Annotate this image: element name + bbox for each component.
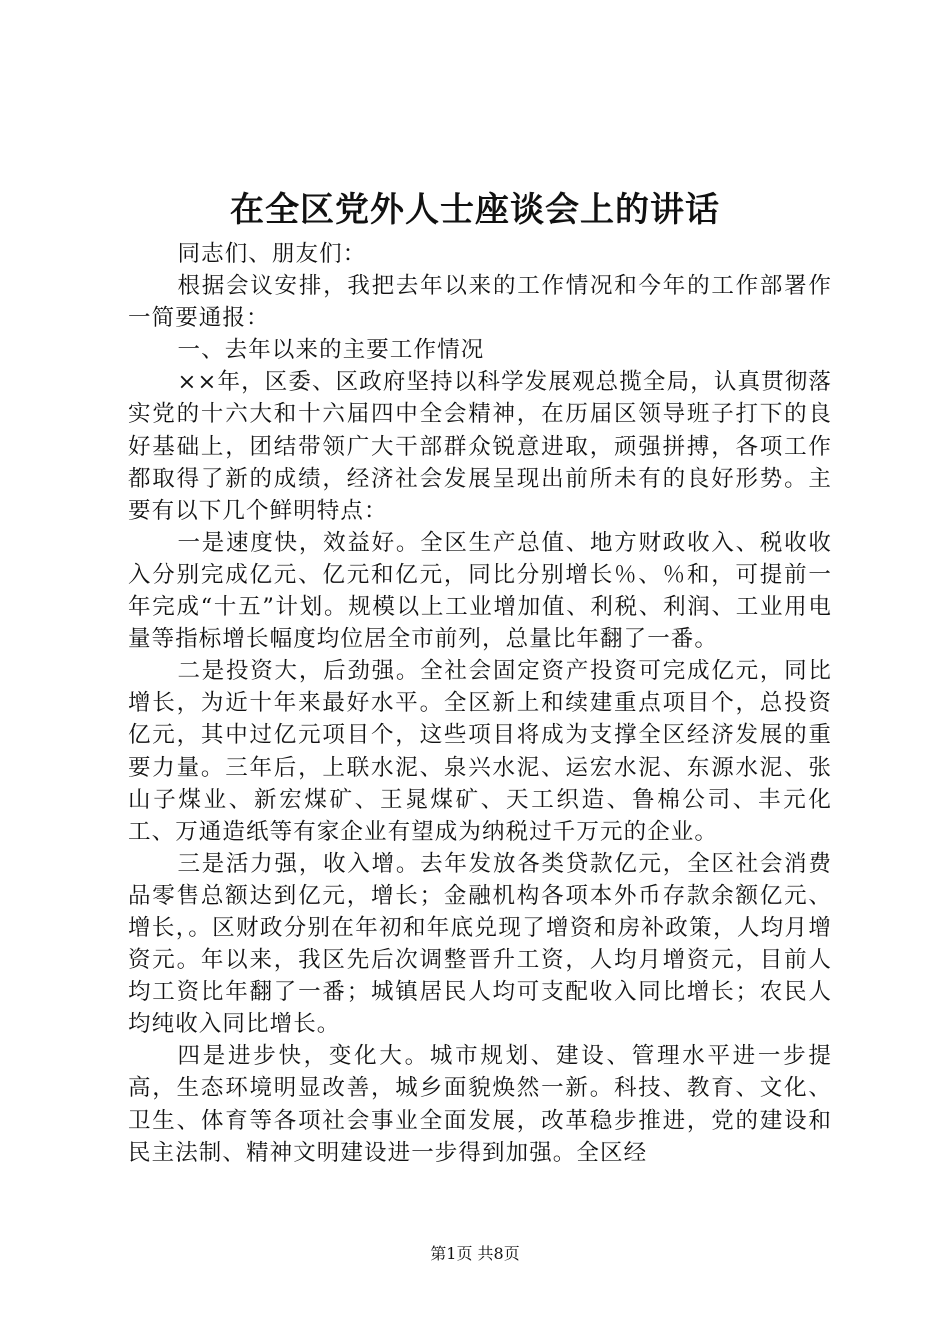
- paragraph-point-2: 二是投资大，后劲强。全社会固定资产投资可完成亿元，同比增长，为近十年来最好水平。全区新上和续建重点项目个，总投资亿元，其中过亿元项目个，这些项目将成为支撑全区经济发展的重要力量。三年后，上联水泥、泉兴水泥、运宏水泥、东源水泥、张山子煤业、新宏煤矿、王晁煤矿、天工织造、鲁棉公司、丰元化工、万通造纸等有家企业有望成为纳税过千万元的企业。: [128, 658, 832, 845]
- page-number-footer: 第1页 共8页: [430, 1244, 520, 1263]
- paragraph-intro: 根据会议安排，我把去年以来的工作情况和今年的工作部署作一简要通报：: [128, 273, 832, 332]
- section-heading: 一、去年以来的主要工作情况: [177, 337, 485, 364]
- paragraph-overview: ××年，区委、区政府坚持以科学发展观总揽全局，认真贯彻落实党的十六大和十六届四中全会精神，在历届区领导班子打下的良好基础上，团结带领广大干部群众锐意进取，顽强拼搏，各项工作都取得了新的成绩，经济社会发展呈现出前所未有的良好形势。主要有以下几个鲜明特点：: [128, 369, 832, 524]
- document-body: [128, 238, 832, 1169]
- paragraph-point-3: 三是活力强，收入增。去年发放各类贷款亿元，全区社会消费品零售总额达到亿元，增长；金融机构各项本外币存款余额亿元、增长，。区财政分别在年初和年底兑现了增资和房补政策，人均月增资元。年以来，我区先后次调整晋升工资，人均月增资元，目前人均工资比年翻了一番；城镇居民人均可支配收入同比增长；农民人均纯收入同比增长。: [128, 850, 832, 1038]
- paragraph-salutation: 同志们、朋友们：: [177, 241, 367, 267]
- document-title: 在全区党外人士座谈会上的讲话: [230, 190, 720, 230]
- paragraph-point-1: 一是速度快，效益好。全区生产总值、地方财政收入、税收收入分别完成亿元、亿元和亿元，同比分别增长％、％和，可提前一年完成“十五”计划。规模以上工业增加值、利税、利润、工业用电量等指标增长幅度均位居全市前列，总量比年翻了一番。: [128, 529, 832, 653]
- paragraph-point-4: 四是进步快，变化大。城市规划、建设、管理水平进一步提高，生态环境明显改善，城乡面貌焕然一新。科技、教育、文化、卫生、体育等各项社会事业全面发展，改革稳步推进，党的建设和民主法制、精神文明建设进一步得到加强。全区经: [128, 1043, 832, 1166]
